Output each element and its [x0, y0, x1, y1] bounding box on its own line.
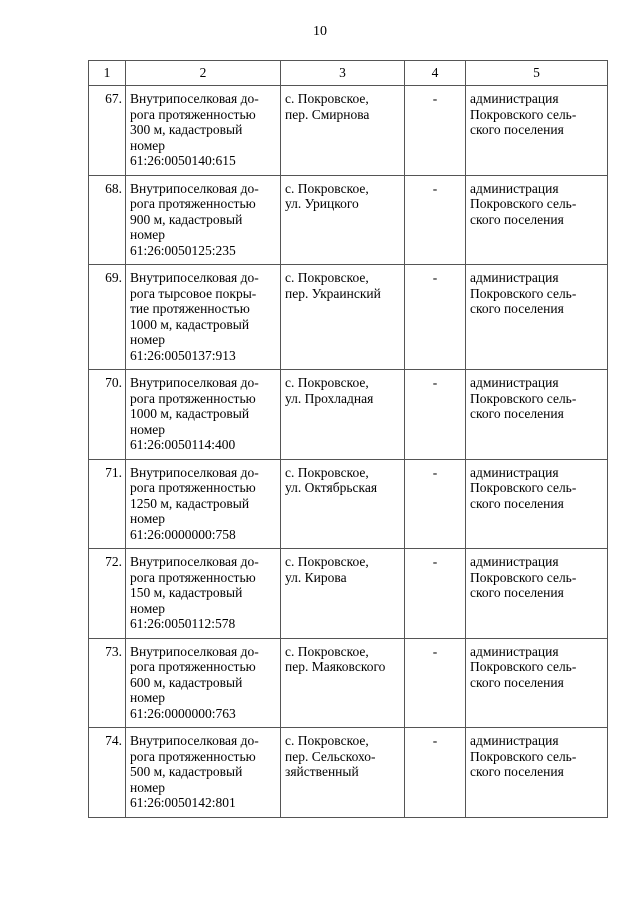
object-name-line: Внутрипоселковая до-: [130, 375, 259, 390]
object-name-line: рога протяженностью: [130, 196, 256, 211]
owner-line: администрация: [470, 270, 559, 285]
object-name-line: номер: [130, 137, 166, 153]
address-line: с. Покровское,: [285, 375, 369, 390]
address-line: пер. Смирнова: [285, 106, 370, 122]
owner-line: Покровского сель-: [470, 748, 577, 764]
object-name-line: 1000 м, кадастровый: [130, 406, 250, 421]
address-line: с. Покровское,: [285, 180, 369, 196]
object-name-line: Внутрипоселковая до-: [130, 643, 259, 659]
object-name-line: 61:26:0050114:400: [130, 437, 236, 452]
address-cell: [281, 86, 405, 176]
column-4-cell: -: [405, 175, 466, 265]
column-4-cell: -: [405, 265, 466, 370]
object-name-line: Внутрипоселковая до-: [130, 91, 259, 106]
table-header: [89, 61, 608, 86]
row-number-cell: 69.: [89, 265, 126, 370]
object-name-line: 1250 м, кадастровый: [130, 495, 250, 511]
column-4-cell: -: [405, 459, 466, 549]
table-body: [89, 86, 608, 818]
owner-cell: [466, 265, 608, 370]
owner-line: администрация: [470, 375, 559, 390]
owner-cell: [466, 459, 608, 549]
object-name-line: Внутрипоселковая до-: [130, 733, 259, 748]
object-name-cell: [126, 265, 281, 370]
owner-cell: [466, 175, 608, 265]
object-name-line: 61:26:0050142:801: [130, 795, 236, 810]
object-name-line: Внутрипоселковая до-: [130, 270, 259, 285]
table-row: [89, 175, 608, 265]
table-row: [89, 265, 608, 370]
address-cell: [281, 175, 405, 265]
object-name-line: 150 м, кадастровый: [130, 585, 243, 600]
owner-line: администрация: [470, 91, 559, 106]
object-name-line: 1000 м, кадастровый: [130, 316, 250, 332]
owner-line: администрация: [470, 180, 559, 196]
object-name-cell: [126, 175, 281, 265]
column-4-cell: -: [405, 638, 466, 728]
road-registry-table: [88, 60, 608, 818]
row-number-cell: 72.: [89, 549, 126, 639]
object-name-line: 61:26:0000000:763: [130, 705, 236, 721]
table-row: [89, 549, 608, 639]
address-line: с. Покровское,: [285, 91, 369, 106]
owner-line: ского поселения: [470, 301, 564, 316]
row-number-cell: 73.: [89, 638, 126, 728]
owner-line: Покровского сель-: [470, 196, 577, 211]
table-row: [89, 86, 608, 176]
object-name-line: номер: [130, 332, 166, 347]
object-name-line: номер: [130, 421, 166, 437]
object-name-line: 300 м, кадастровый: [130, 122, 243, 137]
row-number-cell: 70.: [89, 370, 126, 460]
table-row: [89, 370, 608, 460]
address-line: с. Покровское,: [285, 733, 369, 748]
owner-cell: [466, 549, 608, 639]
object-name-line: номер: [130, 227, 166, 242]
address-line: ул. Прохладная: [285, 390, 374, 406]
owner-cell: [466, 370, 608, 460]
address-line: ул. Кирова: [285, 569, 347, 585]
object-name-line: рога тырсовое покры-: [130, 285, 257, 301]
address-line: пер. Сельскохо-: [285, 748, 376, 764]
owner-line: Покровского сель-: [470, 480, 577, 495]
address-cell: [281, 459, 405, 549]
address-line: пер. Маяковского: [285, 659, 386, 674]
object-name-cell: [126, 728, 281, 818]
address-cell: [281, 370, 405, 460]
owner-line: Покровского сель-: [470, 390, 577, 406]
object-name-line: 900 м, кадастровый: [130, 211, 243, 227]
owner-line: администрация: [470, 643, 559, 659]
owner-line: Покровского сель-: [470, 285, 577, 301]
header-col-3: 3: [281, 61, 405, 86]
address-line: ул. Урицкого: [285, 196, 359, 211]
column-4-cell: -: [405, 86, 466, 176]
address-cell: [281, 265, 405, 370]
row-number-cell: 68.: [89, 175, 126, 265]
owner-line: ского поселения: [470, 585, 564, 600]
row-number-cell: 71.: [89, 459, 126, 549]
object-name-line: 61:26:0050137:913: [130, 347, 236, 363]
owner-line: Покровского сель-: [470, 569, 577, 585]
owner-line: ского поселения: [470, 495, 564, 511]
object-name-line: рога протяженностью: [130, 659, 256, 674]
object-name-line: 500 м, кадастровый: [130, 764, 243, 779]
object-name-line: тие протяженностью: [130, 301, 250, 316]
column-4-cell: -: [405, 370, 466, 460]
object-name-cell: [126, 549, 281, 639]
owner-cell: [466, 86, 608, 176]
header-row: [89, 61, 608, 86]
object-name-line: 600 м, кадастровый: [130, 674, 243, 690]
header-col-1: 1: [89, 61, 126, 86]
object-name-line: рога протяженностью: [130, 390, 256, 406]
object-name-line: рога протяженностью: [130, 480, 256, 495]
address-line: с. Покровское,: [285, 554, 369, 569]
address-line: с. Покровское,: [285, 464, 369, 480]
owner-line: ского поселения: [470, 406, 564, 421]
object-name-line: Внутрипоселковая до-: [130, 554, 259, 569]
owner-line: администрация: [470, 554, 559, 569]
owner-cell: [466, 728, 608, 818]
row-number-cell: 74.: [89, 728, 126, 818]
owner-line: ского поселения: [470, 211, 564, 227]
column-4-cell: -: [405, 549, 466, 639]
object-name-line: 61:26:0000000:758: [130, 526, 236, 542]
object-name-line: номер: [130, 511, 166, 526]
address-line: зяйственный: [285, 764, 359, 779]
owner-line: администрация: [470, 464, 559, 480]
object-name-line: 61:26:0050125:235: [130, 242, 236, 258]
object-name-line: 61:26:0050140:615: [130, 153, 236, 168]
owner-line: Покровского сель-: [470, 659, 577, 674]
table-row: [89, 638, 608, 728]
address-cell: [281, 728, 405, 818]
address-cell: [281, 549, 405, 639]
object-name-line: 61:26:0050112:578: [130, 616, 236, 631]
header-col-5: 5: [466, 61, 608, 86]
owner-line: Покровского сель-: [470, 106, 577, 122]
owner-line: ского поселения: [470, 122, 564, 137]
address-line: пер. Украинский: [285, 285, 381, 301]
table-row: [89, 728, 608, 818]
object-name-line: номер: [130, 600, 166, 616]
address-line: с. Покровское,: [285, 643, 369, 659]
owner-line: администрация: [470, 733, 559, 748]
owner-line: ского поселения: [470, 674, 564, 690]
column-4-cell: -: [405, 728, 466, 818]
address-cell: [281, 638, 405, 728]
object-name-cell: [126, 86, 281, 176]
header-col-2: 2: [126, 61, 281, 86]
owner-line: ского поселения: [470, 764, 564, 779]
header-col-4: 4: [405, 61, 466, 86]
object-name-line: рога протяженностью: [130, 748, 256, 764]
object-name-cell: [126, 459, 281, 549]
address-line: с. Покровское,: [285, 270, 369, 285]
object-name-line: Внутрипоселковая до-: [130, 180, 259, 196]
object-name-line: номер: [130, 690, 166, 705]
owner-cell: [466, 638, 608, 728]
object-name-line: номер: [130, 779, 166, 795]
address-line: ул. Октябрьская: [285, 480, 378, 495]
object-name-cell: [126, 370, 281, 460]
object-name-line: Внутрипоселковая до-: [130, 464, 259, 480]
object-name-line: рога протяженностью: [130, 569, 256, 585]
object-name-cell: [126, 638, 281, 728]
object-name-line: рога протяженностью: [130, 106, 256, 122]
table-row: [89, 459, 608, 549]
row-number-cell: 67.: [89, 86, 126, 176]
page-number: 10: [313, 24, 327, 39]
